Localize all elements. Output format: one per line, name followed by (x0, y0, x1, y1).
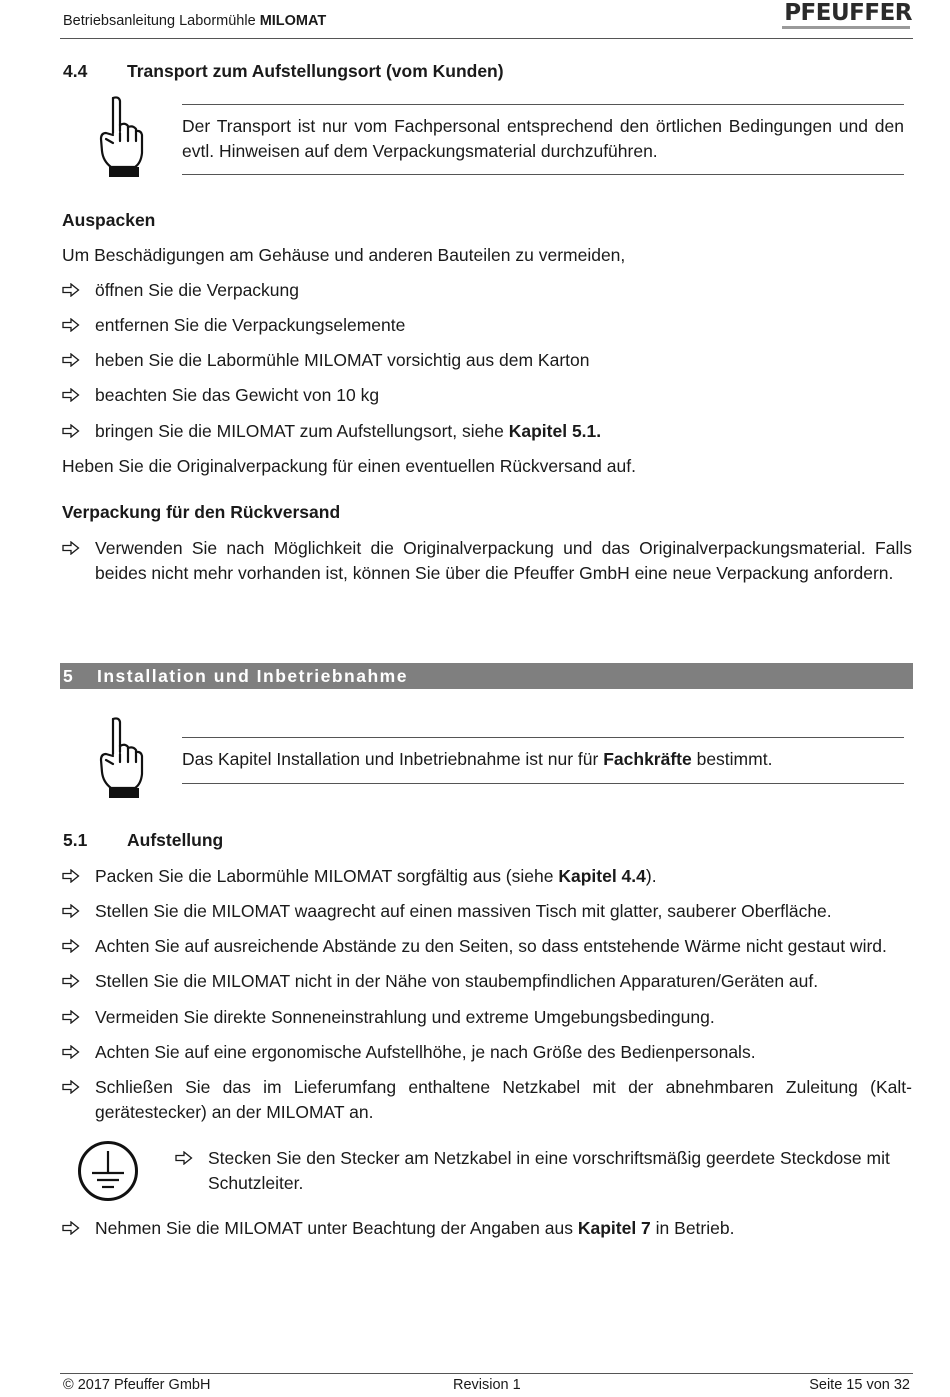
pfeuffer-logo: PFEUFFER (784, 0, 912, 26)
return-packaging-heading: Verpackung für den Rückversand (62, 502, 341, 522)
pointing-hand-icon (97, 95, 147, 179)
header-title: Betriebsanleitung Labormühle MILOMAT (63, 13, 327, 29)
list-item: Packen Sie die Labormühle MILOMAT sorgfältig aus (siehe Kapitel 4.4). (62, 864, 912, 889)
list-item: heben Sie die Labormühle MILOMAT vorsichtig aus dem Karton (62, 348, 912, 373)
arrow-icon (62, 383, 80, 408)
logo-underline (782, 26, 910, 29)
section-4-4-heading: 4.4 Transport zum Aufstellungsort (vom Kunden) (63, 61, 504, 81)
qualification-note: Das Kapitel Installation und Inbetriebnahme ist nur für Fachkräfte bestimmt. (182, 737, 904, 784)
arrow-icon (62, 313, 80, 338)
arrow-icon (62, 1040, 80, 1065)
list-item: Achten Sie auf eine ergonomische Aufstellhöhe, je nach Größe des Bedienpersonals. (62, 1040, 912, 1065)
list-item: bringen Sie die MILOMAT zum Aufstellungsort, siehe Kapitel 5.1. (62, 419, 912, 444)
header-divider (60, 38, 913, 39)
unpacking-intro: Um Beschädigungen am Gehäuse und anderen Bauteilen zu vermeiden, (62, 245, 626, 265)
list-item: Stellen Sie die MILOMAT nicht in der Nähe von staubempfindlichen Apparaturen/Geräten auf. (62, 969, 912, 994)
footer-divider (60, 1373, 913, 1374)
unpacking-heading: Auspacken (62, 210, 156, 230)
protective-earth-icon (77, 1140, 139, 1202)
list-item: öffnen Sie die Verpackung (62, 278, 912, 303)
chapter-reference: Kapitel 5.1. (508, 421, 602, 441)
footer-revision: Revision 1 (453, 1377, 521, 1393)
list-item: entfernen Sie die Verpackungselemente (62, 313, 912, 338)
pointing-hand-icon (97, 716, 147, 800)
section-5-1-heading: 5.1 Aufstellung (63, 830, 224, 850)
chapter-reference: Kapitel 4.4 (558, 866, 646, 886)
list-item: Stellen Sie die MILOMAT waagrecht auf einen massiven Tisch mit glatter, sauberer Oberfläche. (62, 899, 912, 924)
arrow-icon (62, 536, 80, 561)
arrow-icon (62, 348, 80, 373)
list-item: Schließen Sie das im Lieferumfang enthaltene Netzkabel mit der abnehmbaren Zuleitung (Kalt-gerätestecker) an der MILOMAT an. (62, 1075, 912, 1125)
footer-copyright: © 2017 Pfeuffer GmbH (63, 1377, 211, 1393)
arrow-icon (62, 1216, 80, 1241)
list-item: beachten Sie das Gewicht von 10 kg (62, 383, 912, 408)
arrow-icon (62, 419, 80, 444)
list-item: Achten Sie auf ausreichende Abstände zu den Seiten, so dass entstehende Wärme nicht gestaut wird. (62, 934, 912, 959)
arrow-icon (62, 864, 80, 889)
arrow-icon (62, 1075, 80, 1100)
arrow-icon (62, 278, 80, 303)
list-item: Nehmen Sie die MILOMAT unter Beachtung der Angaben aus Kapitel 7 in Betrieb. (62, 1216, 912, 1241)
footer-page-number: Seite 15 von 32 (809, 1377, 910, 1393)
transport-note: Der Transport ist nur vom Fachpersonal entsprechend den örtlichen Bedingungen und den evtl. Hinweisen auf dem Verpackungsmaterial durchzuführen. (182, 104, 904, 175)
arrow-icon (62, 1005, 80, 1030)
arrow-icon (175, 1146, 193, 1171)
chapter-reference: Kapitel 7 (577, 1218, 651, 1238)
arrow-icon (62, 934, 80, 959)
list-item: Verwenden Sie nach Möglichkeit die Originalverpackung und das Originalverpackungsmaterial. Falls beides nicht mehr vorhanden ist, können Sie über die Pfeuffer GmbH eine neue Verpackung anfordern. (62, 536, 912, 586)
list-item: Vermeiden Sie direkte Sonneneinstrahlung und extreme Umgebungsbedingung. (62, 1005, 912, 1030)
section-5-heading-bar: 5 Installation und Inbetriebnahme (60, 663, 913, 689)
arrow-icon (62, 969, 80, 994)
arrow-icon (62, 899, 80, 924)
unpacking-outro: Heben Sie die Originalverpackung für einen eventuellen Rückversand auf. (62, 456, 636, 476)
list-item: Stecken Sie den Stecker am Netzkabel in eine vorschriftsmäßig geerdete Steckdose mit Schutzleiter. (175, 1146, 903, 1196)
